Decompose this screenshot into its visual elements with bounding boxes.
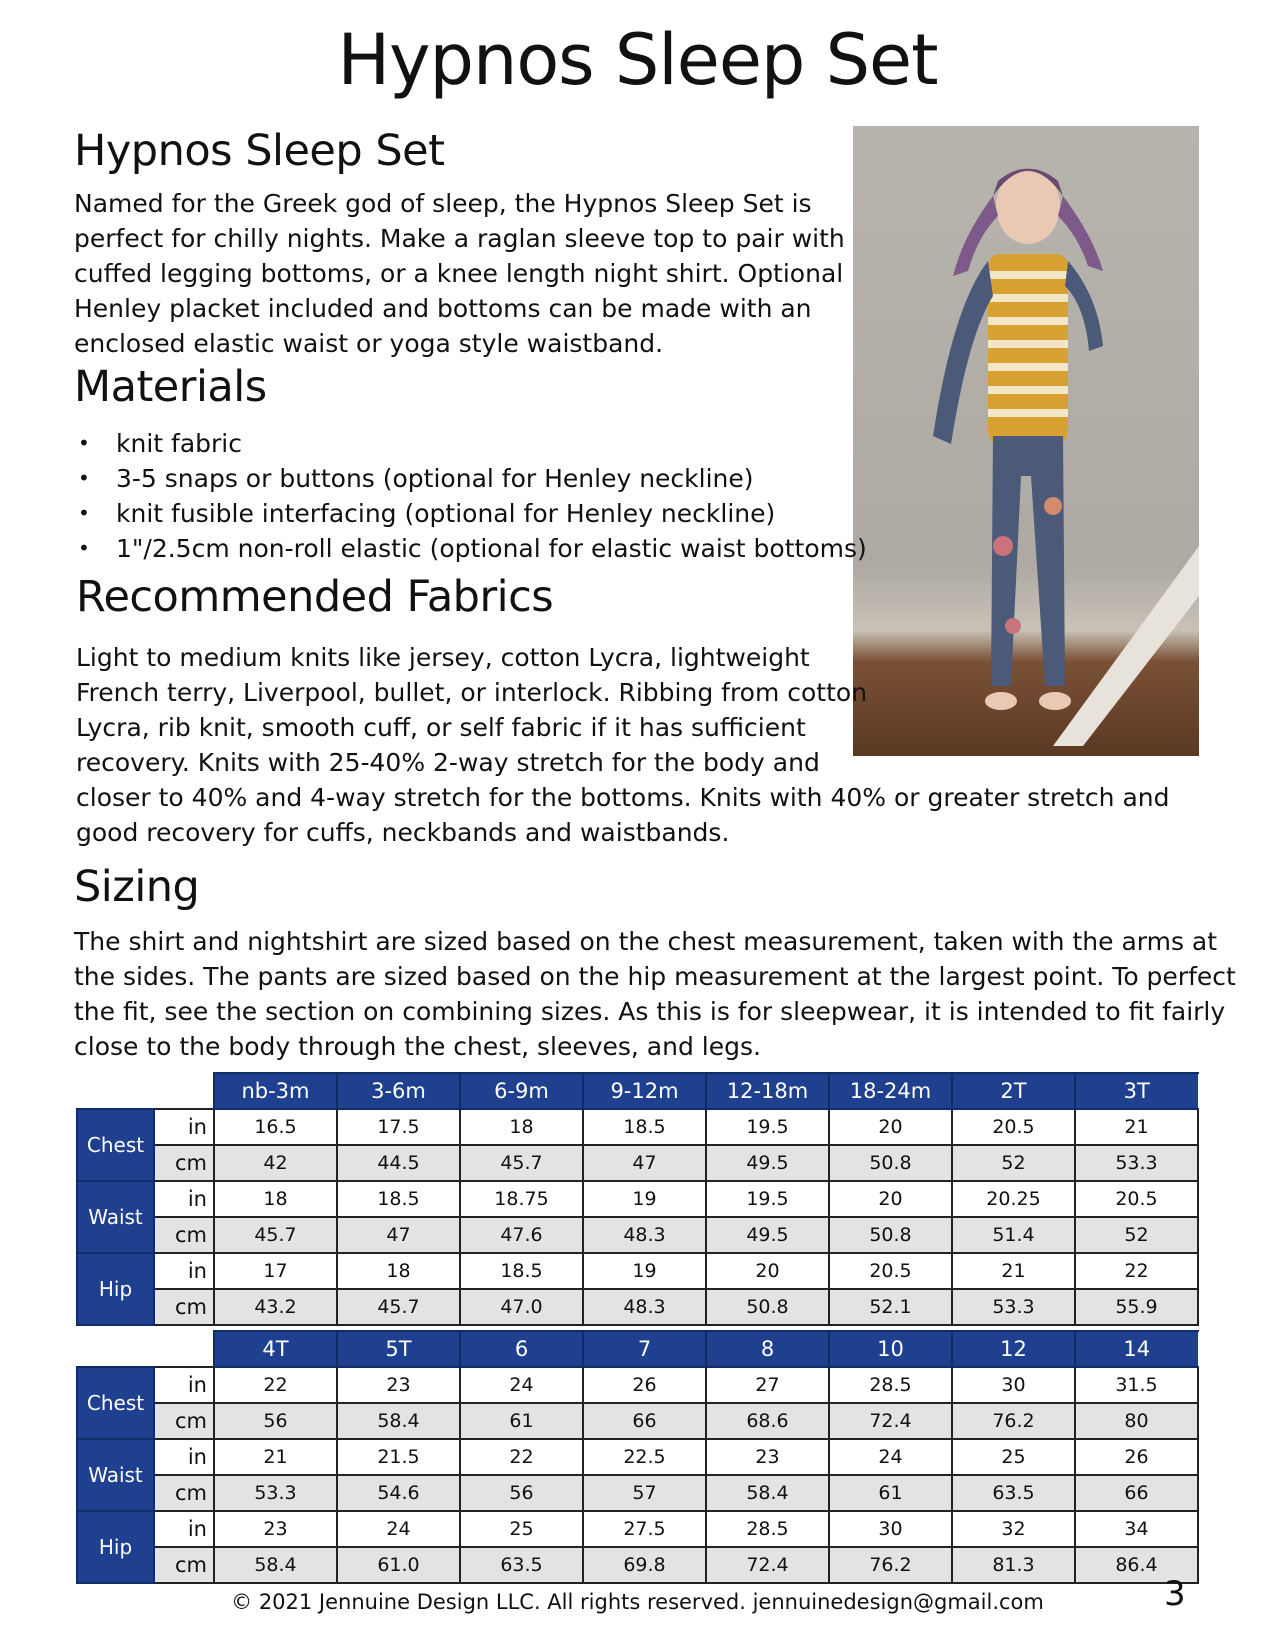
measurement-cell: 22 (460, 1439, 583, 1475)
materials-item: • 1"/2.5cm non-roll elastic (optional for elastic waist bottoms) (76, 531, 867, 566)
measurement-cell: 47.6 (460, 1217, 583, 1253)
measurement-cell: 27 (706, 1367, 829, 1403)
measurement-cell: 66 (1075, 1475, 1198, 1511)
measurement-cell: 49.5 (706, 1145, 829, 1181)
materials-item: • 3-5 snaps or buttons (optional for Henley neckline) (76, 461, 867, 496)
unit-cm-label: cm (154, 1403, 214, 1439)
fabrics-heading: Recommended Fabrics (76, 572, 554, 622)
corner-blank (154, 1331, 214, 1367)
measurement-cell: 28.5 (706, 1511, 829, 1547)
corner-blank (154, 1073, 214, 1109)
size-header-cell: 18-24m (829, 1073, 952, 1109)
intro-line: enclosed elastic waist or yoga style waistband. (74, 329, 664, 358)
measurement-cell: 32 (952, 1511, 1075, 1547)
table-row (77, 1181, 1198, 1217)
table-row (77, 1253, 1198, 1289)
table-row (77, 1475, 1198, 1511)
measurement-cell: 18 (460, 1109, 583, 1145)
measurement-cell: 69.8 (583, 1547, 706, 1583)
measurement-cell: 53.3 (1075, 1145, 1198, 1181)
fabrics-text (76, 640, 1170, 850)
intro-line: Named for the Greek god of sleep, the Hypnos Sleep Set is (74, 189, 812, 218)
measurement-cell: 21 (1075, 1109, 1198, 1145)
measurement-cell: 19.5 (706, 1109, 829, 1145)
measurement-cell: 18.5 (583, 1109, 706, 1145)
sizing-line: the fit, see the section on combining sizes. As this is for sleepwear, it is intended to fit fairly (74, 997, 1226, 1026)
measurement-cell: 57 (583, 1475, 706, 1511)
measurement-label: Hip (77, 1511, 154, 1583)
measurement-label: Waist (77, 1181, 154, 1253)
measurement-cell: 45.7 (337, 1289, 460, 1325)
measurement-cell: 66 (583, 1403, 706, 1439)
size-header-row (77, 1073, 1198, 1109)
measurement-cell: 17.5 (337, 1109, 460, 1145)
measurement-cell: 63.5 (460, 1547, 583, 1583)
measurement-cell: 45.7 (214, 1217, 337, 1253)
intro-heading: Hypnos Sleep Set (74, 126, 445, 176)
measurement-cell: 53.3 (952, 1289, 1075, 1325)
measurement-cell: 54.6 (337, 1475, 460, 1511)
size-header-cell: 7 (583, 1331, 706, 1367)
measurement-cell: 86.4 (1075, 1547, 1198, 1583)
unit-in-label: in (154, 1511, 214, 1547)
measurement-cell: 43.2 (214, 1289, 337, 1325)
table-row (77, 1367, 1198, 1403)
size-header-cell: 14 (1075, 1331, 1198, 1367)
measurement-cell: 50.8 (829, 1145, 952, 1181)
measurement-cell: 27.5 (583, 1511, 706, 1547)
sizing-text (74, 924, 1236, 1064)
fabrics-line: good recovery for cuffs, neckbands and waistbands. (76, 818, 730, 847)
measurement-cell: 72.4 (829, 1403, 952, 1439)
measurement-cell: 58.4 (706, 1475, 829, 1511)
size-header-cell: 6 (460, 1331, 583, 1367)
measurement-cell: 23 (214, 1511, 337, 1547)
measurement-cell: 52 (952, 1145, 1075, 1181)
measurement-cell: 24 (337, 1511, 460, 1547)
measurement-cell: 25 (952, 1439, 1075, 1475)
measurement-cell: 22 (1075, 1253, 1198, 1289)
measurement-cell: 42 (214, 1145, 337, 1181)
sizing-line: close to the body through the chest, sleeves, and legs. (74, 1032, 761, 1061)
measurement-cell: 20.25 (952, 1181, 1075, 1217)
measurement-cell: 50.8 (829, 1217, 952, 1253)
size-header-cell: 8 (706, 1331, 829, 1367)
size-header-cell: 10 (829, 1331, 952, 1367)
measurement-cell: 20 (829, 1181, 952, 1217)
table-row (77, 1439, 1198, 1475)
measurement-cell: 30 (952, 1367, 1075, 1403)
size-header-cell: 4T (214, 1331, 337, 1367)
measurement-cell: 26 (1075, 1439, 1198, 1475)
measurement-cell: 31.5 (1075, 1367, 1198, 1403)
measurement-cell: 47.0 (460, 1289, 583, 1325)
measurement-cell: 72.4 (706, 1547, 829, 1583)
measurement-cell: 53.3 (214, 1475, 337, 1511)
measurement-label: Chest (77, 1109, 154, 1181)
materials-item: • knit fusible interfacing (optional for Henley neckline) (76, 496, 867, 531)
measurement-cell: 61 (460, 1403, 583, 1439)
unit-cm-label: cm (154, 1475, 214, 1511)
measurement-cell: 61 (829, 1475, 952, 1511)
size-header-cell: 6-9m (460, 1073, 583, 1109)
measurement-cell: 49.5 (706, 1217, 829, 1253)
measurement-cell: 76.2 (829, 1547, 952, 1583)
unit-cm-label: cm (154, 1145, 214, 1181)
sizing-line: The shirt and nightshirt are sized based on the chest measurement, taken with the arms at (74, 927, 1218, 956)
table-row (77, 1547, 1198, 1583)
measurement-cell: 30 (829, 1511, 952, 1547)
measurement-cell: 61.0 (337, 1547, 460, 1583)
unit-in-label: in (154, 1181, 214, 1217)
measurement-cell: 45.7 (460, 1145, 583, 1181)
unit-in-label: in (154, 1439, 214, 1475)
measurement-cell: 23 (706, 1439, 829, 1475)
measurement-cell: 21.5 (337, 1439, 460, 1475)
fabrics-line: Lycra, rib knit, smooth cuff, or self fabric if it has sufficient (76, 713, 806, 742)
unit-in-label: in (154, 1253, 214, 1289)
measurement-cell: 51.4 (952, 1217, 1075, 1253)
measurement-cell: 22.5 (583, 1439, 706, 1475)
measurement-cell: 47 (337, 1217, 460, 1253)
measurement-label: Waist (77, 1439, 154, 1511)
size-chart-table-2 (76, 1330, 1199, 1584)
measurement-cell: 20 (706, 1253, 829, 1289)
measurement-cell: 47 (583, 1145, 706, 1181)
size-header-cell: 5T (337, 1331, 460, 1367)
measurement-cell: 24 (460, 1367, 583, 1403)
measurement-cell: 56 (460, 1475, 583, 1511)
page-number: 3 (1164, 1574, 1186, 1614)
measurement-cell: 18.5 (337, 1181, 460, 1217)
unit-in-label: in (154, 1109, 214, 1145)
measurement-cell: 20.5 (952, 1109, 1075, 1145)
measurement-cell: 16.5 (214, 1109, 337, 1145)
corner-blank (77, 1331, 154, 1367)
measurement-cell: 58.4 (337, 1403, 460, 1439)
measurement-cell: 34 (1075, 1511, 1198, 1547)
measurement-cell: 20.5 (1075, 1181, 1198, 1217)
measurement-cell: 56 (214, 1403, 337, 1439)
measurement-cell: 23 (337, 1367, 460, 1403)
measurement-cell: 48.3 (583, 1217, 706, 1253)
measurement-cell: 26 (583, 1367, 706, 1403)
measurement-cell: 18 (337, 1253, 460, 1289)
unit-cm-label: cm (154, 1289, 214, 1325)
size-header-cell: 3T (1075, 1073, 1198, 1109)
measurement-cell: 81.3 (952, 1547, 1075, 1583)
table-row (77, 1403, 1198, 1439)
size-header-cell: 12-18m (706, 1073, 829, 1109)
size-header-row (77, 1331, 1198, 1367)
measurement-cell: 20.5 (829, 1253, 952, 1289)
intro-line: perfect for chilly nights. Make a raglan sleeve top to pair with (74, 224, 845, 253)
materials-item: • knit fabric (76, 426, 867, 461)
measurement-cell: 58.4 (214, 1547, 337, 1583)
fabrics-line: recovery. Knits with 25-40% 2-way stretch for the body and (76, 748, 820, 777)
measurement-cell: 20 (829, 1109, 952, 1145)
size-header-cell: 12 (952, 1331, 1075, 1367)
size-chart-table-1 (76, 1072, 1199, 1326)
materials-heading: Materials (74, 362, 267, 412)
measurement-cell: 21 (952, 1253, 1075, 1289)
intro-line: Henley placket included and bottoms can be made with an (74, 294, 812, 323)
footer-copyright: © 2021 Jennuine Design LLC. All rights reserved. jennuinedesign@gmail.com (231, 1590, 1044, 1614)
sizing-heading: Sizing (74, 862, 200, 912)
materials-list (76, 426, 867, 566)
measurement-cell: 21 (214, 1439, 337, 1475)
measurement-cell: 76.2 (952, 1403, 1075, 1439)
size-header-cell: 9-12m (583, 1073, 706, 1109)
measurement-label: Hip (77, 1253, 154, 1325)
intro-text (74, 186, 845, 361)
measurement-cell: 44.5 (337, 1145, 460, 1181)
unit-cm-label: cm (154, 1217, 214, 1253)
measurement-cell: 48.3 (583, 1289, 706, 1325)
table-row (77, 1217, 1198, 1253)
measurement-cell: 17 (214, 1253, 337, 1289)
measurement-cell: 18 (214, 1181, 337, 1217)
table-row (77, 1289, 1198, 1325)
measurement-label: Chest (77, 1367, 154, 1439)
measurement-cell: 28.5 (829, 1367, 952, 1403)
corner-blank (77, 1073, 154, 1109)
measurement-cell: 50.8 (706, 1289, 829, 1325)
measurement-cell: 25 (460, 1511, 583, 1547)
measurement-cell: 22 (214, 1367, 337, 1403)
intro-line: cuffed legging bottoms, or a knee length night shirt. Optional (74, 259, 844, 288)
page-title: Hypnos Sleep Set (337, 19, 938, 101)
measurement-cell: 63.5 (952, 1475, 1075, 1511)
table-row (77, 1145, 1198, 1181)
size-header-cell: 3-6m (337, 1073, 460, 1109)
table-row (77, 1511, 1198, 1547)
size-header-cell: 2T (952, 1073, 1075, 1109)
unit-cm-label: cm (154, 1547, 214, 1583)
measurement-cell: 18.5 (460, 1253, 583, 1289)
measurement-cell: 19.5 (706, 1181, 829, 1217)
measurement-cell: 55.9 (1075, 1289, 1198, 1325)
measurement-cell: 18.75 (460, 1181, 583, 1217)
table-row (77, 1109, 1198, 1145)
size-header-cell: nb-3m (214, 1073, 337, 1109)
measurement-cell: 68.6 (706, 1403, 829, 1439)
measurement-cell: 80 (1075, 1403, 1198, 1439)
measurement-cell: 19 (583, 1253, 706, 1289)
unit-in-label: in (154, 1367, 214, 1403)
fabrics-line: Light to medium knits like jersey, cotton Lycra, lightweight (76, 643, 810, 672)
measurement-cell: 24 (829, 1439, 952, 1475)
sizing-line: the sides. The pants are sized based on the hip measurement at the largest point. To perfect (74, 962, 1236, 991)
measurement-cell: 52 (1075, 1217, 1198, 1253)
fabrics-line: closer to 40% and 4-way stretch for the bottoms. Knits with 40% or greater stretch and (76, 783, 1170, 812)
measurement-cell: 19 (583, 1181, 706, 1217)
measurement-cell: 52.1 (829, 1289, 952, 1325)
fabrics-line: French terry, Liverpool, bullet, or interlock. Ribbing from cotton (76, 678, 868, 707)
